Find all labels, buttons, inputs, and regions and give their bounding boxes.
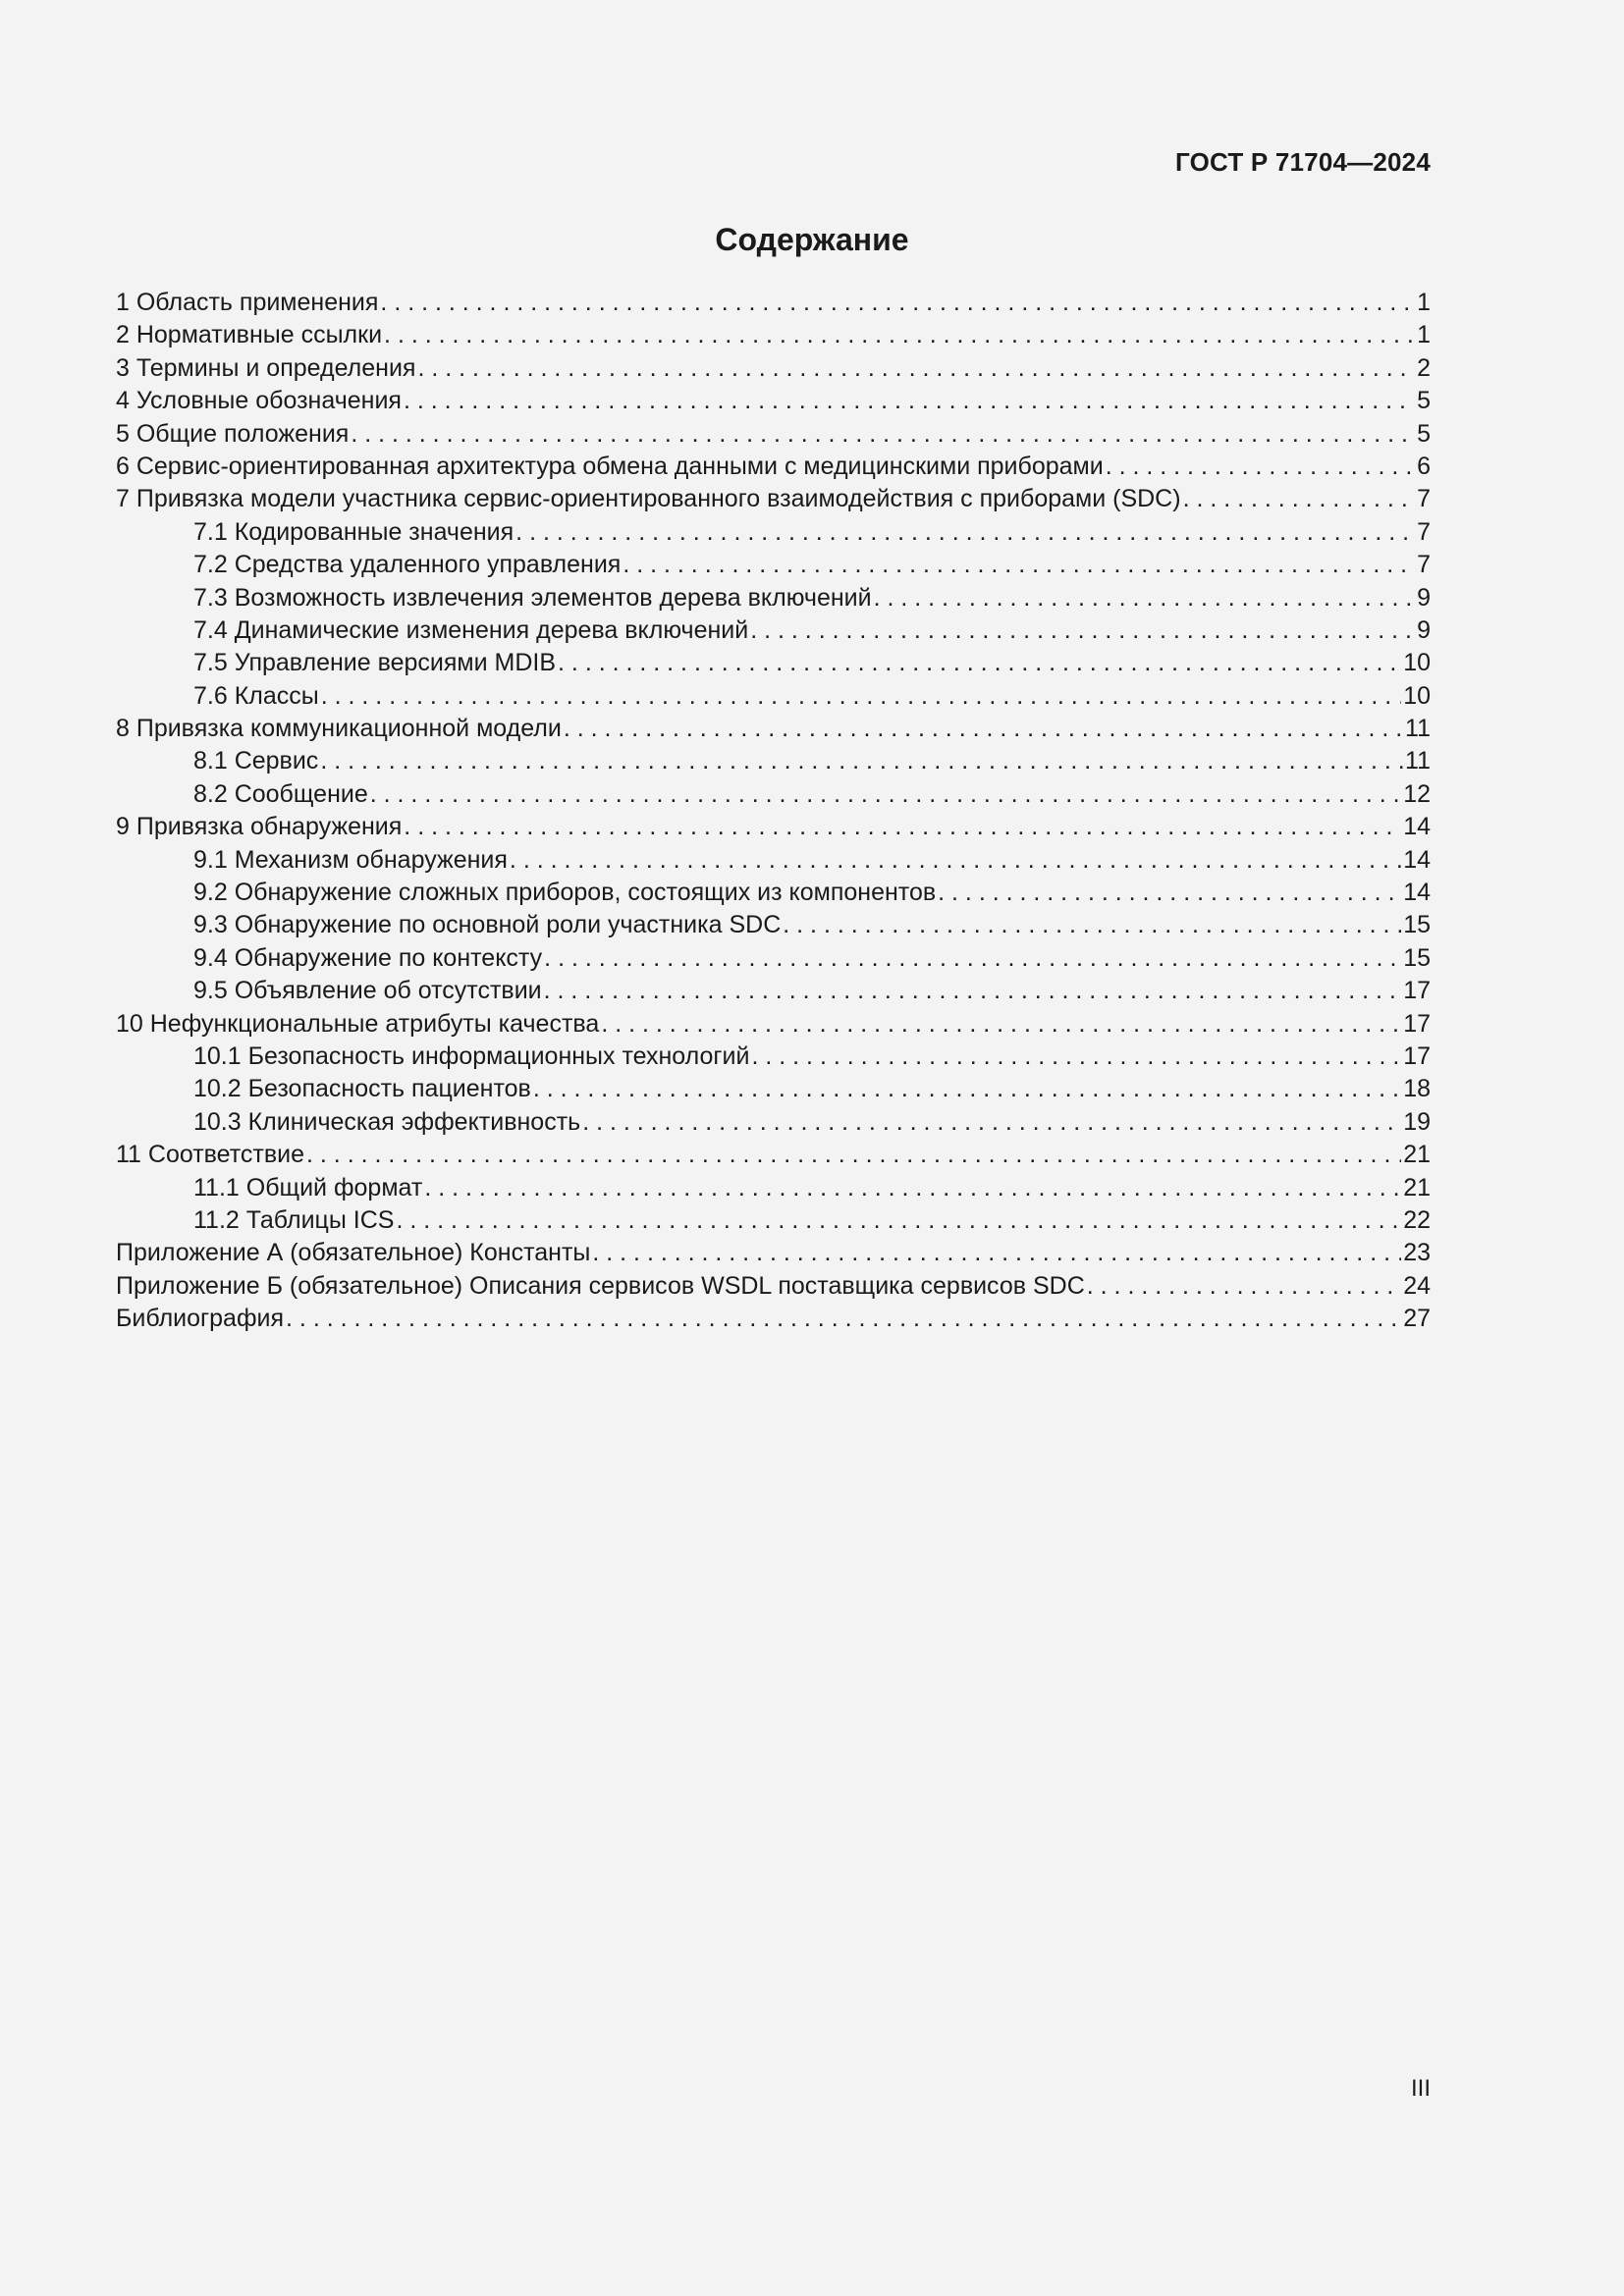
toc-entry-page: 1	[1417, 321, 1431, 349]
toc-entry[interactable]	[116, 516, 1431, 549]
toc-entry-label: 10.2 Безопасность пациентов	[193, 1075, 531, 1103]
toc-entry[interactable]	[116, 877, 1431, 909]
document-code: ГОСТ Р 71704—2024	[1175, 147, 1431, 177]
table-of-contents	[116, 287, 1431, 1336]
toc-dot-leader	[396, 1204, 1401, 1237]
toc-dot-leader	[533, 1073, 1401, 1105]
toc-entry[interactable]	[116, 1041, 1431, 1073]
toc-dot-leader	[321, 680, 1401, 713]
toc-entry[interactable]	[116, 1204, 1431, 1237]
toc-entry-page: 9	[1417, 583, 1431, 612]
toc-entry-label: 11.1 Общий формат	[193, 1173, 423, 1201]
toc-dot-leader	[306, 1139, 1401, 1171]
toc-entry-page: 17	[1403, 977, 1431, 1005]
toc-entry[interactable]	[116, 582, 1431, 614]
toc-entry-page: 9	[1417, 615, 1431, 644]
toc-entry-page: 10	[1403, 649, 1431, 677]
toc-entry-page: 12	[1403, 779, 1431, 808]
toc-entry[interactable]	[116, 614, 1431, 647]
toc-entry[interactable]	[116, 1008, 1431, 1041]
toc-dot-leader	[783, 909, 1401, 941]
toc-entry[interactable]	[116, 811, 1431, 843]
toc-entry-page: 7	[1417, 551, 1431, 579]
toc-entry-page: 6	[1417, 452, 1431, 480]
toc-entry[interactable]	[116, 418, 1431, 451]
toc-dot-leader	[515, 516, 1415, 549]
toc-dot-leader	[874, 582, 1415, 614]
toc-entry[interactable]	[116, 1270, 1431, 1303]
toc-entry-label: 11 Соответствие	[116, 1141, 305, 1169]
toc-entry-page: 5	[1417, 387, 1431, 415]
toc-entry[interactable]	[116, 287, 1431, 319]
toc-entry-label: 7.3 Возможность извлечения элементов дерева включений	[193, 583, 872, 612]
toc-dot-leader	[544, 975, 1402, 1007]
toc-dot-leader	[623, 549, 1415, 581]
toc-entry[interactable]	[116, 909, 1431, 941]
toc-entry-label: 11.2 Таблицы ICS	[193, 1205, 395, 1234]
toc-entry[interactable]	[116, 319, 1431, 351]
toc-entry[interactable]	[116, 778, 1431, 811]
toc-dot-leader	[351, 418, 1415, 451]
toc-dot-leader	[417, 352, 1415, 385]
toc-entry-page: 2	[1417, 353, 1431, 382]
toc-dot-leader	[938, 877, 1401, 909]
toc-entry[interactable]	[116, 975, 1431, 1007]
toc-entry-page: 24	[1403, 1271, 1431, 1300]
toc-dot-leader	[380, 287, 1415, 319]
toc-dot-leader	[582, 1106, 1401, 1139]
toc-entry[interactable]	[116, 451, 1431, 483]
toc-entry-page: 15	[1403, 943, 1431, 972]
toc-entry-label: 1 Область применения	[116, 289, 379, 316]
toc-dot-leader	[1087, 1270, 1401, 1303]
toc-entry-label: 6 Сервис-ориентированная архитектура обмена данными с медицинскими приборами	[116, 452, 1104, 480]
toc-entry-page: 14	[1403, 813, 1431, 841]
toc-dot-leader	[320, 745, 1403, 777]
toc-entry-label: Приложение А (обязательное) Константы	[116, 1239, 591, 1267]
toc-entry-label: 9 Привязка обнаружения	[116, 813, 403, 841]
toc-entry[interactable]	[116, 352, 1431, 385]
toc-dot-leader	[750, 614, 1415, 647]
toc-entry-label: 7.2 Средства удаленного управления	[193, 551, 622, 579]
toc-entry-label: 9.1 Механизм обнаружения	[193, 845, 508, 874]
toc-entry-label: 7.6 Классы	[193, 681, 319, 710]
toc-entry-page: 21	[1403, 1141, 1431, 1169]
toc-entry-label: 9.3 Обнаружение по основной роли участника SDC	[193, 911, 782, 939]
toc-entry[interactable]	[116, 713, 1431, 745]
toc-entry-label: Библиография	[116, 1305, 285, 1333]
toc-dot-leader	[601, 1008, 1401, 1041]
toc-entry-label: 7.5 Управление версиями MDIB	[193, 649, 557, 677]
toc-dot-leader	[404, 385, 1415, 417]
toc-entry-page: 11	[1405, 715, 1431, 743]
toc-entry-label: 9.4 Обнаружение по контексту	[193, 943, 543, 972]
toc-entry-label: 9.5 Объявление об отсутствии	[193, 977, 542, 1005]
toc-entry-page: 7	[1417, 517, 1431, 546]
toc-entry-label: 10.1 Безопасность информационных технологий	[193, 1041, 750, 1070]
toc-entry-page: 14	[1403, 879, 1431, 907]
toc-entry-page: 21	[1403, 1173, 1431, 1201]
toc-entry-label: 8 Привязка коммуникационной модели	[116, 715, 562, 743]
toc-entry-page: 18	[1403, 1075, 1431, 1103]
toc-dot-leader	[564, 713, 1403, 745]
toc-entry-label: 7.4 Динамические изменения дерева включений	[193, 615, 749, 644]
toc-entry-label: 8.2 Сообщение	[193, 779, 368, 808]
toc-dot-leader	[558, 647, 1401, 679]
toc-entry-label: 10 Нефункциональные атрибуты качества	[116, 1009, 600, 1038]
toc-entry-label: 3 Термины и определения	[116, 353, 416, 382]
toc-entry[interactable]	[116, 844, 1431, 877]
toc-entry-page: 7	[1417, 485, 1431, 513]
toc-entry[interactable]	[116, 549, 1431, 581]
toc-title: Содержание	[715, 222, 909, 257]
toc-dot-leader	[751, 1041, 1401, 1073]
toc-entry-page: 10	[1403, 681, 1431, 710]
toc-entry-page: 17	[1403, 1009, 1431, 1038]
toc-entry-page: 19	[1403, 1107, 1431, 1136]
toc-dot-leader	[384, 319, 1415, 351]
toc-entry-label: 8.1 Сервис	[193, 747, 319, 775]
toc-dot-leader	[404, 811, 1401, 843]
toc-entry[interactable]	[116, 647, 1431, 679]
page-number: III	[1410, 2075, 1431, 2102]
toc-dot-leader	[592, 1237, 1401, 1269]
toc-dot-leader	[1183, 483, 1416, 515]
toc-entry-page: 27	[1403, 1305, 1431, 1333]
toc-entry-page: 22	[1403, 1205, 1431, 1234]
toc-entry[interactable]	[116, 1172, 1431, 1204]
toc-entry[interactable]	[116, 745, 1431, 777]
toc-entry[interactable]	[116, 1139, 1431, 1171]
toc-entry-label: 7 Привязка модели участника сервис-ориентированного взаимодействия с приборами (SDC)	[116, 485, 1181, 513]
toc-entry-page: 23	[1403, 1239, 1431, 1267]
toc-entry[interactable]	[116, 680, 1431, 713]
toc-dot-leader	[424, 1172, 1401, 1204]
toc-entry-page: 15	[1403, 911, 1431, 939]
toc-entry[interactable]	[116, 1106, 1431, 1139]
toc-entry-page: 17	[1403, 1041, 1431, 1070]
toc-entry-label: 4 Условные обозначения	[116, 387, 402, 415]
toc-entry[interactable]	[116, 483, 1431, 515]
toc-entry[interactable]	[116, 1237, 1431, 1269]
toc-dot-leader	[510, 844, 1401, 877]
toc-entry-label: 10.3 Клиническая эффективность	[193, 1107, 581, 1136]
toc-entry-page: 5	[1417, 419, 1431, 448]
toc-entry-page: 14	[1403, 845, 1431, 874]
toc-entry[interactable]	[116, 1073, 1431, 1105]
toc-dot-leader	[286, 1303, 1401, 1335]
toc-entry-label: 9.2 Обнаружение сложных приборов, состоящих из компонентов	[193, 879, 937, 907]
toc-dot-leader	[370, 778, 1401, 811]
toc-entry-label: 2 Нормативные ссылки	[116, 321, 383, 349]
toc-dot-leader	[544, 942, 1401, 975]
toc-entry[interactable]	[116, 942, 1431, 975]
toc-entry-label: 5 Общие положения	[116, 419, 350, 448]
toc-entry[interactable]	[116, 385, 1431, 417]
toc-entry-label: 7.1 Кодированные значения	[193, 517, 514, 546]
toc-entry-label: Приложение Б (обязательное) Описания сервисов WSDL поставщика сервисов SDC	[116, 1271, 1085, 1300]
toc-entry-page: 1	[1417, 289, 1431, 316]
toc-entry-page: 11	[1405, 747, 1431, 775]
toc-entry[interactable]	[116, 1303, 1431, 1335]
toc-dot-leader	[1106, 451, 1415, 483]
